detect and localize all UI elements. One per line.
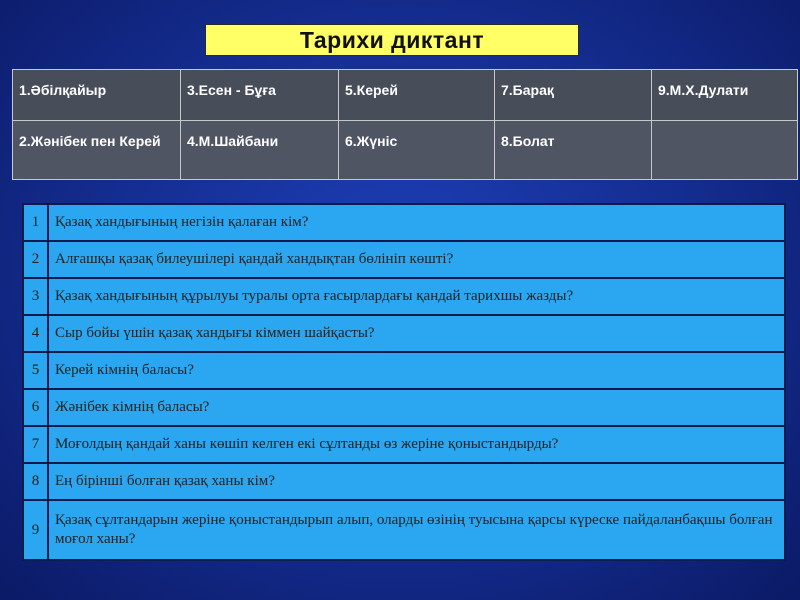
question-number: 5 xyxy=(23,352,48,389)
question-row xyxy=(23,278,785,315)
answer-cell: 7.Барақ xyxy=(495,70,652,121)
slide-title: Тарихи диктант xyxy=(205,24,579,56)
answer-cell: 6.Жүніс xyxy=(339,121,495,180)
question-text: Қазақ хандығының құрылуы туралы орта ғасырлардағы қандай тарихшы жазды? xyxy=(48,278,785,315)
question-number: 3 xyxy=(23,278,48,315)
question-row xyxy=(23,426,785,463)
answer-cell: 1.Әбілқайыр xyxy=(13,70,181,121)
answer-cell: 9.М.Х.Дулати xyxy=(652,70,798,121)
question-number: 8 xyxy=(23,463,48,500)
question-row xyxy=(23,463,785,500)
question-number: 2 xyxy=(23,241,48,278)
answers-row-2 xyxy=(13,121,798,180)
question-number: 6 xyxy=(23,389,48,426)
question-number: 9 xyxy=(23,500,48,560)
question-text: Қазақ сұлтандарын жеріне қоныстандырып алып, оларды өзінің туысына қарсы күреске пайдаланбақшы болған моғол ханы? xyxy=(48,500,785,560)
answers-row-1 xyxy=(13,70,798,121)
answers-table xyxy=(12,69,798,180)
question-row xyxy=(23,204,785,241)
question-text: Қазақ хандығының негізін қалаған кім? xyxy=(48,204,785,241)
question-text: Ең бірінші болған қазақ ханы кім? xyxy=(48,463,785,500)
question-text: Жәнібек кімнің баласы? xyxy=(48,389,785,426)
question-row xyxy=(23,352,785,389)
question-number: 4 xyxy=(23,315,48,352)
answer-cell: 4.М.Шайбани xyxy=(181,121,339,180)
question-row xyxy=(23,389,785,426)
answer-cell: 8.Болат xyxy=(495,121,652,180)
answer-cell xyxy=(652,121,798,180)
question-number: 7 xyxy=(23,426,48,463)
question-number: 1 xyxy=(23,204,48,241)
answer-cell: 3.Есен - Бұға xyxy=(181,70,339,121)
question-row xyxy=(23,315,785,352)
question-row xyxy=(23,241,785,278)
question-text: Моғолдың қандай ханы көшіп келген екі сұлтанды өз жеріне қоныстандырды? xyxy=(48,426,785,463)
question-text: Керей кімнің баласы? xyxy=(48,352,785,389)
question-text: Алғашқы қазақ билеушілері қандай хандықтан бөлініп көшті? xyxy=(48,241,785,278)
answer-cell: 2.Жәнібек пен Керей xyxy=(13,121,181,180)
question-row xyxy=(23,500,785,560)
questions-table xyxy=(22,203,786,561)
answer-cell: 5.Керей xyxy=(339,70,495,121)
question-text: Сыр бойы үшін қазақ хандығы кіммен шайқасты? xyxy=(48,315,785,352)
